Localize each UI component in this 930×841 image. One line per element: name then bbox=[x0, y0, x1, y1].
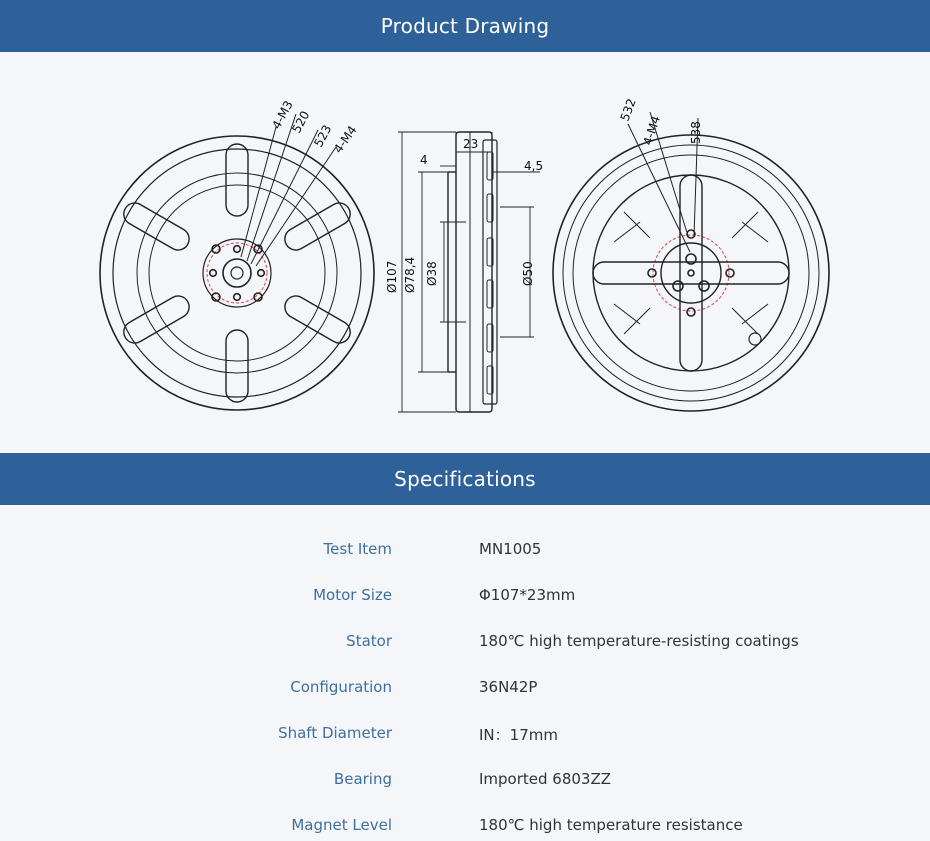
spec-value: Imported 6803ZZ bbox=[479, 770, 612, 788]
spec-label: Motor Size bbox=[313, 586, 392, 604]
side-label-diameter-38: Ø38 bbox=[425, 261, 439, 286]
back-label-538: 538 bbox=[689, 121, 703, 144]
spec-label: Configuration bbox=[290, 678, 392, 696]
specifications-table bbox=[0, 505, 930, 841]
back-view bbox=[553, 112, 829, 411]
front-view bbox=[100, 114, 374, 410]
front-label-4-m4: 4-M4 bbox=[330, 123, 360, 156]
spec-value: 180℃ high temperature resistance bbox=[479, 816, 743, 834]
spec-value: MN1005 bbox=[479, 540, 542, 558]
product-drawing-title: Product Drawing bbox=[380, 14, 550, 38]
spec-value: Φ107*23mm bbox=[479, 586, 576, 604]
spec-label: Magnet Level bbox=[291, 816, 392, 834]
front-label-4-m3: 4-M3 bbox=[269, 98, 296, 132]
side-label-23: 23 bbox=[463, 137, 479, 151]
spec-value: IN：17mm bbox=[479, 726, 558, 744]
side-label-diameter-78-4: Ø78,4 bbox=[403, 256, 417, 293]
spec-row bbox=[0, 632, 930, 656]
specifications-title: Specifications bbox=[394, 467, 536, 491]
specifications-header bbox=[0, 453, 930, 505]
spec-label: Stator bbox=[346, 632, 392, 650]
spec-row bbox=[0, 770, 930, 794]
spec-row bbox=[0, 586, 930, 610]
spec-row bbox=[0, 678, 930, 702]
front-label-520: 520 bbox=[289, 108, 313, 136]
product-drawing-header bbox=[0, 0, 930, 52]
spec-label: Shaft Diameter bbox=[278, 724, 392, 742]
motor-technical-drawing bbox=[0, 52, 930, 453]
spec-value: 36N42P bbox=[479, 678, 538, 696]
back-label-532: 532 bbox=[617, 96, 639, 124]
side-label-diameter-107: Ø107 bbox=[385, 260, 399, 293]
side-view bbox=[398, 132, 540, 412]
spec-label: Bearing bbox=[333, 770, 392, 788]
spec-row bbox=[0, 816, 930, 840]
side-label-diameter-50: Ø50 bbox=[521, 261, 535, 286]
side-label-4: 4 bbox=[420, 153, 428, 167]
spec-label: Test Item bbox=[323, 540, 392, 558]
spec-value: 180℃ high temperature-resisting coatings bbox=[479, 632, 799, 650]
front-label-523: 523 bbox=[311, 122, 335, 150]
side-label-4-5: 4,5 bbox=[524, 159, 544, 173]
product-drawing-area bbox=[0, 52, 930, 453]
spec-row bbox=[0, 724, 930, 748]
spec-row bbox=[0, 540, 930, 564]
back-label-4-m4: 4-M4 bbox=[640, 114, 664, 147]
